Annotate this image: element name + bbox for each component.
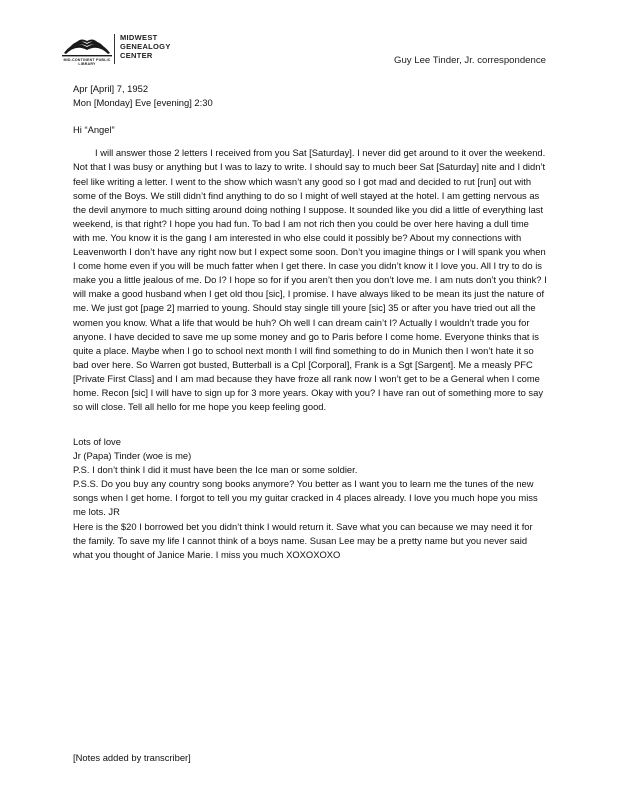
organization-name	[120, 33, 171, 60]
date-line-1: Apr [April] 7, 1952	[73, 83, 149, 94]
org-line-1: MIDWEST	[120, 33, 158, 42]
library-logo	[60, 33, 220, 67]
book-logo-icon	[60, 33, 114, 59]
letter-closing-section	[73, 435, 548, 562]
date-line-2: Mon [Monday] Eve [evening] 2:30	[73, 97, 213, 108]
transcriber-note: [Notes added by transcriber]	[73, 752, 191, 763]
logo-divider	[114, 34, 115, 64]
letter-date	[73, 82, 213, 110]
org-line-2: GENEALOGY	[120, 42, 171, 51]
signature: Jr (Papa) Tinder (woe is me)	[73, 450, 192, 462]
collection-title: Guy Lee Tinder, Jr. correspondence	[394, 55, 546, 66]
closing: Lots of love	[73, 436, 121, 447]
postscript-pss: P.S.S. Do you buy any country song books anymore? You better as I want you to learn me the tunes of the new songs when I get home. I forgot to tell you my guitar cracked in 4 places already. I love you much hope you miss me lots. JR	[73, 478, 538, 518]
letter-greeting: Hi “Angel”	[73, 124, 115, 135]
letter-body: I will answer those 2 letters I received from you Sat [Saturday]. I never did get around to it over the weekend. Not that I was busy or anything but I was to lazy to write. I should say to much beer Sat [Saturday] nite and I didn’t feel like writing a letter. I went to the show which wasn’t any good so I got mad and decided to rut [run] out with some of the Boys. We still didn’t find anything to do so I might of well stayed at the hotel. I am getting nervous as the devil anymore to much sitting around doing nothing I suppose. It sounded like you did a little of everything last weekend, is that right? I hope you had fun. To bad I am not rich then you could be over here having a dull time with me. You know it is the gang I am interested in who else could it possibly be? About my connections with Leavenworth I don’t have any right now but I expect some soon. Don’t you imagine things or I will spank you when I come home even if you will be much fatter when I get there. In case you didn’t know it I love you. All I try to do is make you a little jealous of me. Do I? I hope so for if you aren’t then you don’t love me. I am nuts don’t you think? I will make a good husband when I get old thou [sic], I promise. I have always liked to be mean its just the nature of me. We just got [page 2] married to young. Should stay single till youre [sic] 35 or after you have tried out all the women you know. What a life that would be huh? Oh well I can dream cain’t I? Actually I wouldn’t trade you for anyone. I have decided to save me up some money and go to Paris before I come home. Everyone thinks that is quite a place. Maybe when I go to school next month I will find something to do in Munich then I won’t hate it so bad over here. So Warren got busted, Butterball is a Cpl [Corporal], Frank is a Sgt [Sargent]. Me a measly PFC [Private First Class] and I am mad because they have froze all rank now I won’t get to be a General when I come home. Recon [sic] I will have to sign up for 3 more years. Okay with you? I have ran out of something more to say so will close. Tell all hello for me hope you keep feeling good.	[73, 147, 547, 413]
logo-subtitle: MID-CONTINENT PUBLIC LIBRARY	[63, 58, 111, 67]
org-line-3: CENTER	[120, 51, 153, 60]
postscript-ps: P.S. I don’t think I did it must have been the Ice man or some soldier.	[73, 464, 358, 476]
postscript-note: Here is the $20 I borrowed bet you didn’t think I would return it. Save what you can because we may need it for the family. To save my life I cannot think of a boys name. Susan Lee may be a pretty name but you never said what you thought of Janice Marie. I miss you much XOXOXOXO	[73, 520, 533, 560]
